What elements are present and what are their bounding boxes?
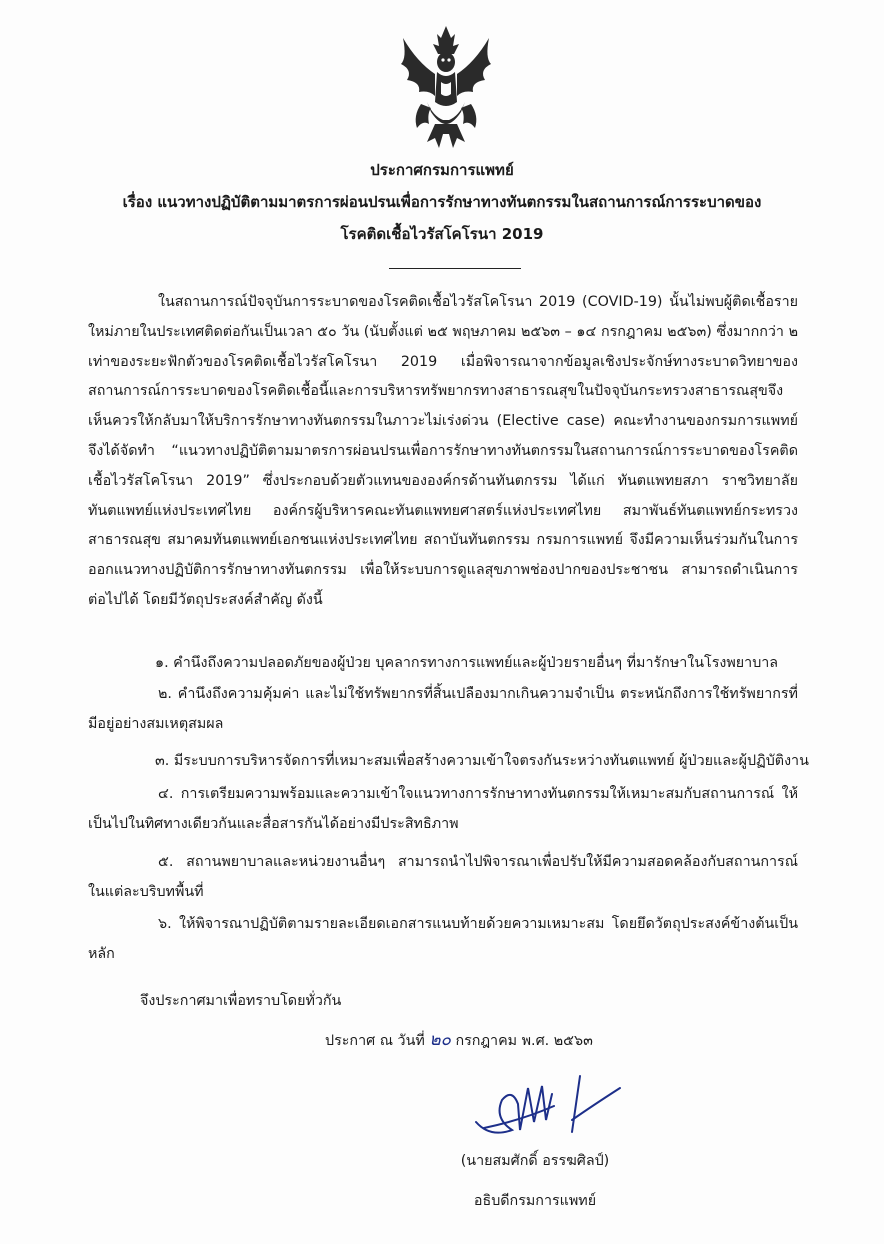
objective-item-6: ๖. ให้พิจารณาปฏิบัติตามรายละเอียดเอกสารแนบท้ายด้วยความเหมาะสม โดยยึดวัตถุประสงค์ข้างต้นเป็นหลัก [88,916,798,962]
garuda-emblem-icon [397,24,495,154]
closing-statement: จึงประกาศมาเพื่อทราบโดยทั่วกัน [140,993,342,1009]
objective-item-5: ๕. สถานพยาบาลและหน่วยงานอื่นๆ สามารถนำไปพิจารณาเพื่อปรับให้มีความสอดคล้องกับสถานการณ์ในแต่ละบริบทพื้นที่ [88,854,798,900]
handwritten-signature [472,1060,632,1142]
signatory-name: (นายสมศักดิ์ อรรฆศิลป์) [460,1153,610,1169]
objective-item-3: ๓. มีระบบการบริหารจัดการที่เหมาะสมเพื่อสร้างความเข้าใจตรงกันระหว่างทันตแพทย์ ผู้ป่วยและผู้ปฏิบัติงาน [155,753,809,769]
signatory-position: อธิบดีกรมการแพทย์ [473,1193,597,1209]
date-suffix: กรกฎาคม พ.ศ. ๒๕๖๓ [455,1033,593,1049]
date-day: ๒๐ [429,1030,451,1050]
date-prefix: ประกาศ ณ วันที่ [325,1033,425,1049]
objective-item-1: ๑. คำนึงถึงความปลอดภัยของผู้ป่วย บุคลากรทางการแพทย์และผู้ป่วยรายอื่นๆ ที่มารักษาในโรงพยาบาล [155,655,779,671]
subject-line-1: เรื่อง แนวทางปฏิบัติตามมาตรการผ่อนปรนเพื่อการรักษาทางทันตกรรมในสถานการณ์การระบาดของ [122,193,762,211]
document-title: ประกาศกรมการแพทย์ [370,161,514,179]
objective-item-2: ๒. คำนึงถึงความคุ้มค่า และไม่ใช้ทรัพยากรที่สิ้นเปลืองมากเกินความจำเป็น ตระหนักถึงการใช้ทรัพยากรที่มีอยู่อย่างสมเหตุสมผล [88,686,798,732]
objective-item-4: ๔. การเตรียมความพร้อมและความเข้าใจแนวทางการรักษาทางทันตกรรมให้เหมาะสมกับสถานการณ์ ให้เป็นไปในทิศทางเดียวกันและสื่อสารกันได้อย่างมีประสิทธิภาพ [88,786,798,832]
subject-line-2: โรคติดเชื้อไวรัสโคโรนา 2019 [340,225,544,243]
announcement-date [325,1026,593,1053]
intro-paragraph: ในสถานการณ์ปัจจุบันการระบาดของโรคติดเชื้อไวรัสโคโรนา 2019 (COVID-19) นั้นไม่พบผู้ติดเชื้อรายใหม่ภายในประเทศติดต่อกันเป็นเวลา ๕๐ วัน (นับตั้งแต่ ๒๕ พฤษภาคม ๒๕๖๓ – ๑๔ กรกฎาคม ๒๕๖๓) ซึ่งมากกว่า ๒ เท่าของระยะฟักตัวของโรคติดเชื้อไวรัสโคโรนา 2019 เมื่อพิจารณาจากข้อมูลเชิงประจักษ์ทางระบาดวิทยาของสถานการณ์การระบาดของโรคติดเชื้อนี้และการบริหารทรัพยากรทางสาธารณสุขในปัจจุบันกระทรวงสาธารณสุขจึงเห็นควรให้กลับมาให้บริการรักษาทางทันตกรรมในภาวะไม่เร่งด่วน (Elective case) คณะทำงานของกรมการแพทย์จึงได้จัดทำ “แนวทางปฏิบัติตามมาตรการผ่อนปรนเพื่อการรักษาทางทันตกรรมในสถานการณ์การระบาดของโรคติดเชื้อไวรัสโคโรนา 2019” ซึ่งประกอบด้วยตัวแทนขององค์กรด้านทันตกรรม ได้แก่ ทันตแพทยสภา ราชวิทยาลัยทันตแพทย์แห่งประเทศไทย องค์กรผู้บริหารคณะทันตแพทยศาสตร์แห่งประเทศไทย สมาพันธ์ทันตแพทย์กระทรวงสาธารณสุข สมาคมทันตแพทย์เอกชนแห่งประเทศไทย สถาบันทันตกรรม กรมการแพทย์ จึงมีความเห็นร่วมกันในการออกแนวทางปฏิบัติการรักษาทางทันตกรรม เพื่อให้ระบบการดูแลสุขภาพช่องปากของประชาชน สามารถดำเนินการต่อไปได้ โดยมีวัตถุประสงค์สำคัญ ดังนี้ [88,294,798,608]
title-divider [389,268,521,269]
